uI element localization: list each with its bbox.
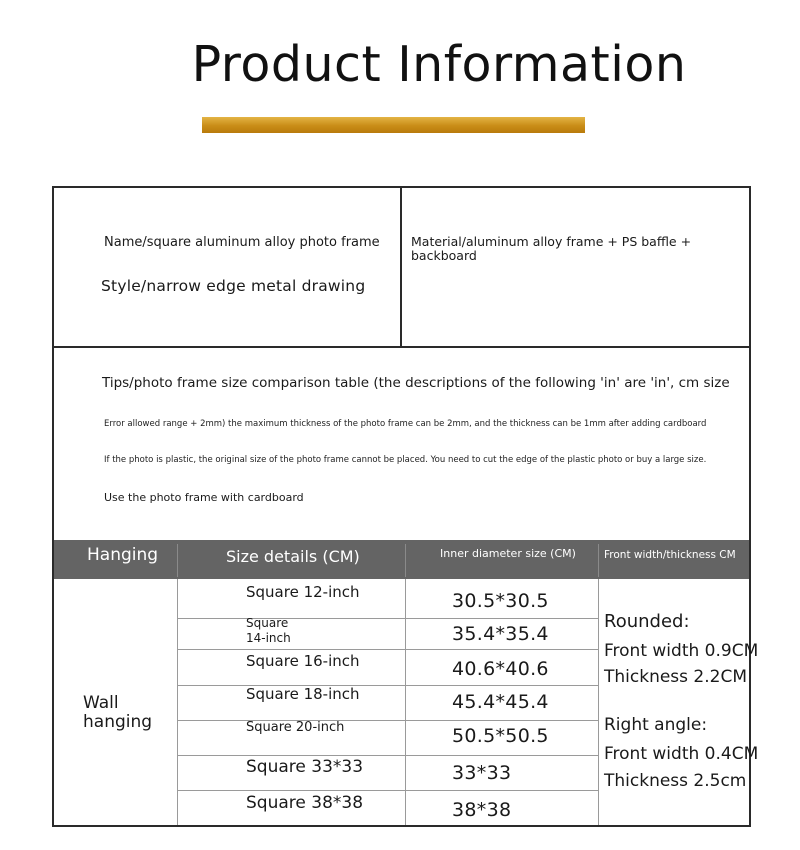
size-label: Square 14-inch <box>246 616 291 645</box>
tips-line-1: Error allowed range + 2mm) the maximum thickness of the photo frame can be 2mm, and the thickness can be 1mm after adding cardboard <box>104 419 707 429</box>
page-title: Product Information <box>191 36 687 93</box>
row-divider <box>178 649 599 650</box>
table-header-row <box>54 540 749 579</box>
header-size-details: Size details (CM) <box>226 547 360 566</box>
row-divider <box>178 790 599 791</box>
product-info-table <box>52 186 759 827</box>
inner-size-value: 45.4*45.4 <box>452 691 549 713</box>
header-inner-diameter: Inner diameter size (CM) <box>440 547 576 560</box>
hanging-type: Wall hanging <box>83 693 153 732</box>
rounded-front-width: Front width 0.9CM <box>604 641 759 661</box>
header-front-width: Front width/thickness CM <box>604 549 736 561</box>
product-info-header-block <box>54 188 749 348</box>
row-divider <box>178 685 599 686</box>
column-divider <box>177 579 178 825</box>
right-angle-thickness: Thickness 2.5cm <box>604 771 747 791</box>
tips-title: Tips/photo frame size comparison table (the descriptions of the following 'in' are 'in', cm size <box>102 375 730 391</box>
product-style: Style/narrow edge metal drawing <box>101 277 366 295</box>
table-body <box>54 579 759 825</box>
product-material: Material/aluminum alloy frame + PS baffle + backboard <box>411 234 692 263</box>
header-hanging: Hanging <box>87 545 159 565</box>
inner-size-value: 38*38 <box>452 799 512 821</box>
inner-size-value: 50.5*50.5 <box>452 725 549 747</box>
column-divider <box>405 579 406 825</box>
inner-size-value: 35.4*35.4 <box>452 623 549 645</box>
tips-line-3: Use the photo frame with cardboard <box>104 491 304 504</box>
header-separator <box>405 544 406 577</box>
row-divider <box>178 618 599 619</box>
size-label: Square 18-inch <box>246 685 360 703</box>
header-separator <box>177 544 178 577</box>
inner-size-value: 30.5*30.5 <box>452 590 549 612</box>
size-label: Square 38*38 <box>246 793 364 813</box>
row-divider <box>178 720 599 721</box>
inner-size-value: 33*33 <box>452 762 512 784</box>
size-label: Square 20-inch <box>246 720 345 735</box>
right-angle-label: Right angle: <box>604 715 708 735</box>
size-label: Square 16-inch <box>246 652 360 670</box>
size-label: Square 33*33 <box>246 757 364 777</box>
product-name: Name/square aluminum alloy photo frame <box>104 235 380 250</box>
tips-line-2: If the photo is plastic, the original size of the photo frame cannot be placed. You need to cut the edge of the plastic photo or buy a large size. <box>104 455 707 465</box>
column-divider <box>598 579 599 825</box>
rounded-label: Rounded: <box>604 611 690 632</box>
rounded-thickness: Thickness 2.2CM <box>604 667 747 687</box>
size-label: Square 12-inch <box>246 583 360 601</box>
gold-divider-bar <box>202 117 585 133</box>
row-divider <box>178 755 599 756</box>
column-divider <box>400 188 402 346</box>
inner-size-value: 40.6*40.6 <box>452 658 549 680</box>
right-angle-front-width: Front width 0.4CM <box>604 744 759 764</box>
header-separator <box>598 544 599 577</box>
